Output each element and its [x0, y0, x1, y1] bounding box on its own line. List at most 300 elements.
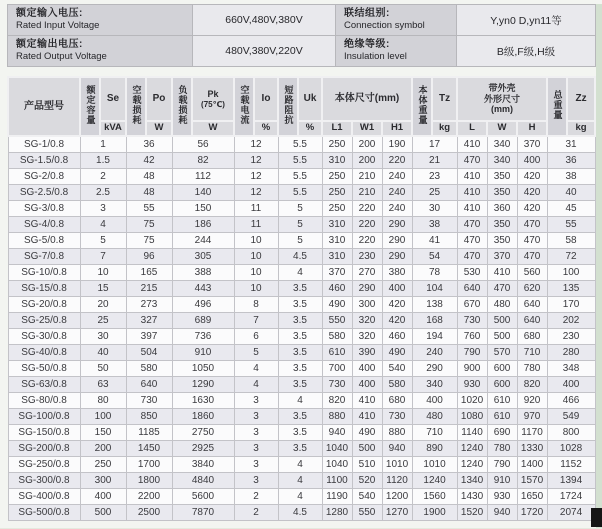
value-cell: 550: [322, 312, 352, 328]
value-cell: 640: [517, 312, 547, 328]
value-cell: 5.5: [278, 168, 322, 184]
table-row: [8, 424, 595, 440]
value-cell: 112: [172, 168, 234, 184]
value-cell: 1190: [322, 488, 352, 504]
value-cell: 75: [126, 232, 172, 248]
model-cell: SG-150/0.8: [8, 424, 80, 440]
value-cell: 3840: [172, 456, 234, 472]
value-cell: 36: [547, 152, 595, 168]
value-cell: 240: [382, 168, 412, 184]
value-cell: 400: [412, 392, 457, 408]
value-cell: 2200: [126, 488, 172, 504]
value-cell: 4: [80, 216, 126, 232]
value-cell: 310: [322, 152, 352, 168]
model-cell: SG-25/0.8: [8, 312, 80, 328]
value-cell: 780: [517, 360, 547, 376]
value-cell: 3.5: [278, 360, 322, 376]
value-cell: 11: [234, 200, 278, 216]
value-cell: 520: [352, 472, 382, 488]
value-cell: 240: [382, 200, 412, 216]
value-cell: 150: [80, 424, 126, 440]
table-row: [8, 504, 595, 520]
table-row: [8, 184, 595, 200]
value-cell: 310: [322, 248, 352, 264]
value-cell: 490: [382, 344, 412, 360]
value-cell: 4: [234, 360, 278, 376]
col-header-body-dims: 本体尺寸(mm): [322, 77, 412, 121]
model-cell: SG-63/0.8: [8, 376, 80, 392]
value-cell: 55: [126, 200, 172, 216]
value-cell: 470: [517, 216, 547, 232]
value-cell: 327: [126, 312, 172, 328]
table-row: [8, 152, 595, 168]
model-cell: SG-40/0.8: [8, 344, 80, 360]
value-cell: 305: [172, 248, 234, 264]
value-cell: 250: [322, 136, 352, 152]
value-cell: 800: [547, 424, 595, 440]
value-cell: 340: [487, 152, 517, 168]
value-cell: 1240: [412, 472, 457, 488]
unit-kva: kVA: [100, 121, 126, 136]
value-cell: 21: [412, 152, 457, 168]
value-cell: 780: [487, 440, 517, 456]
value-cell: 670: [457, 296, 487, 312]
value-cell: 3.5: [278, 440, 322, 456]
value-cell: 2.5: [80, 184, 126, 200]
value-cell: 200: [80, 440, 126, 456]
value-cell: 5: [234, 344, 278, 360]
value-cell: 790: [457, 344, 487, 360]
unit-zz-kg: kg: [567, 121, 595, 136]
value-cell: 3.5: [278, 280, 322, 296]
value-cell: 710: [412, 424, 457, 440]
value-cell: 4.5: [278, 248, 322, 264]
value-cell: 168: [412, 312, 457, 328]
value-cell: 1700: [126, 456, 172, 472]
value-cell: 1800: [126, 472, 172, 488]
info-row-2: [8, 36, 596, 67]
value-cell: 4: [278, 392, 322, 408]
value-cell: 680: [382, 392, 412, 408]
table-row: [8, 136, 595, 152]
value-cell: 820: [322, 392, 352, 408]
value-cell: 940: [487, 504, 517, 520]
value-cell: 570: [487, 344, 517, 360]
rated-output-voltage-label: [8, 36, 193, 67]
value-cell: 4: [278, 456, 322, 472]
model-cell: SG-80/0.8: [8, 392, 80, 408]
value-cell: 320: [352, 328, 382, 344]
value-cell: 4: [278, 472, 322, 488]
table-row: [8, 360, 595, 376]
value-cell: 4: [278, 488, 322, 504]
value-cell: 400: [352, 360, 382, 376]
value-cell: 220: [352, 200, 382, 216]
value-cell: 910: [172, 344, 234, 360]
value-cell: 230: [352, 248, 382, 264]
value-cell: 15: [80, 280, 126, 296]
table-row: [8, 296, 595, 312]
model-cell: SG-2.5/0.8: [8, 184, 80, 200]
value-cell: 410: [352, 392, 382, 408]
transformer-spec-table: [7, 76, 596, 521]
value-cell: 730: [322, 376, 352, 392]
col-header-zz: Zz: [567, 77, 595, 121]
value-cell: 600: [487, 376, 517, 392]
value-cell: 4: [278, 264, 322, 280]
col-header-se: Se: [100, 77, 126, 121]
value-cell: 6: [234, 328, 278, 344]
value-cell: 1630: [172, 392, 234, 408]
value-cell: 31: [547, 136, 595, 152]
value-cell: 150: [172, 200, 234, 216]
value-cell: 1280: [322, 504, 352, 520]
model-cell: SG-1/0.8: [8, 136, 80, 152]
model-cell: SG-400/0.8: [8, 488, 80, 504]
info-row-1: [8, 5, 596, 36]
value-cell: 400: [352, 376, 382, 392]
value-cell: 580: [382, 376, 412, 392]
value-cell: 880: [382, 424, 412, 440]
value-cell: 250: [322, 184, 352, 200]
value-cell: 730: [457, 312, 487, 328]
value-cell: 530: [457, 264, 487, 280]
value-cell: 3: [234, 424, 278, 440]
value-cell: 3.5: [278, 296, 322, 312]
value-cell: 25: [412, 184, 457, 200]
value-cell: 736: [172, 328, 234, 344]
value-cell: 420: [517, 184, 547, 200]
value-cell: 186: [172, 216, 234, 232]
value-cell: 240: [382, 184, 412, 200]
value-cell: 1010: [382, 456, 412, 472]
insulation-level-label-en: Insulation level: [344, 51, 407, 63]
value-cell: 400: [517, 152, 547, 168]
value-cell: 500: [487, 312, 517, 328]
value-cell: 104: [412, 280, 457, 296]
value-cell: 3: [234, 408, 278, 424]
model-cell: SG-5/0.8: [8, 232, 80, 248]
connection-symbol-value: Y,yn0 D,yn11等: [457, 5, 596, 36]
table-row: [8, 408, 595, 424]
value-cell: 10: [80, 264, 126, 280]
value-cell: 370: [487, 248, 517, 264]
value-cell: 930: [487, 488, 517, 504]
col-header-short-circuit-impedance: 短路阻抗: [278, 77, 298, 136]
value-cell: 54: [412, 248, 457, 264]
value-cell: 420: [382, 312, 412, 328]
value-cell: 397: [126, 328, 172, 344]
table-row: [8, 440, 595, 456]
value-cell: 500: [80, 504, 126, 520]
value-cell: 5: [278, 200, 322, 216]
value-cell: 760: [457, 328, 487, 344]
value-cell: 3.5: [278, 376, 322, 392]
connection-symbol-label-zh: 联结组别:: [344, 7, 390, 19]
value-cell: 4.5: [278, 504, 322, 520]
value-cell: 460: [322, 280, 352, 296]
value-cell: 420: [382, 296, 412, 312]
subcol-l: L: [457, 121, 487, 136]
value-cell: 20: [80, 296, 126, 312]
value-cell: 300: [80, 472, 126, 488]
col-header-total-weight: 总重量: [547, 77, 567, 136]
value-cell: 560: [517, 264, 547, 280]
value-cell: 350: [487, 168, 517, 184]
value-cell: 2074: [547, 504, 595, 520]
value-cell: 610: [487, 408, 517, 424]
value-cell: 48: [126, 184, 172, 200]
unit-uk-pct: %: [298, 121, 322, 136]
value-cell: 510: [352, 456, 382, 472]
value-cell: 290: [382, 232, 412, 248]
value-cell: 410: [487, 264, 517, 280]
value-cell: 5.5: [278, 136, 322, 152]
value-cell: 370: [517, 136, 547, 152]
value-cell: 210: [352, 184, 382, 200]
table-row: [8, 216, 595, 232]
insulation-level-value: B级,F级,H级: [457, 36, 596, 67]
value-cell: 1185: [126, 424, 172, 440]
value-cell: 348: [547, 360, 595, 376]
value-cell: 470: [487, 280, 517, 296]
value-cell: 200: [352, 152, 382, 168]
value-cell: 710: [517, 344, 547, 360]
value-cell: 58: [547, 232, 595, 248]
value-cell: 10: [234, 280, 278, 296]
value-cell: 2750: [172, 424, 234, 440]
value-cell: 1240: [457, 440, 487, 456]
value-cell: 3.5: [278, 408, 322, 424]
value-cell: 1170: [517, 424, 547, 440]
model-cell: SG-20/0.8: [8, 296, 80, 312]
table-row: [8, 488, 595, 504]
col-header-uk: Uk: [298, 77, 322, 121]
value-cell: 580: [126, 360, 172, 376]
value-cell: 63: [80, 376, 126, 392]
unit-tz-kg: kg: [432, 121, 457, 136]
subcol-w: W: [487, 121, 517, 136]
value-cell: 680: [517, 328, 547, 344]
value-cell: 689: [172, 312, 234, 328]
value-cell: 490: [322, 296, 352, 312]
value-cell: 7870: [172, 504, 234, 520]
model-cell: SG-4/0.8: [8, 216, 80, 232]
value-cell: 36: [126, 136, 172, 152]
unit-po-w: W: [146, 121, 172, 136]
value-cell: 1080: [457, 408, 487, 424]
col-header-tz: Tz: [432, 77, 457, 121]
value-cell: 410: [352, 408, 382, 424]
value-cell: 72: [547, 248, 595, 264]
col-header-pk: Pk (75℃): [192, 77, 234, 121]
value-cell: 25: [80, 312, 126, 328]
value-cell: 610: [487, 392, 517, 408]
rated-input-voltage-label-en: Rated Input Voltage: [16, 20, 100, 32]
table-row: [8, 328, 595, 344]
col-header-io: Io: [254, 77, 278, 121]
value-cell: 2: [234, 488, 278, 504]
value-cell: 170: [547, 296, 595, 312]
value-cell: 1: [80, 136, 126, 152]
rated-output-voltage-label-en: Rated Output Voltage: [16, 51, 107, 63]
value-cell: 1400: [517, 456, 547, 472]
value-cell: 3: [234, 472, 278, 488]
value-cell: 540: [352, 488, 382, 504]
value-cell: 910: [487, 472, 517, 488]
rated-output-voltage-label-zh: 额定输出电压:: [16, 38, 83, 50]
value-cell: 880: [322, 408, 352, 424]
value-cell: 41: [412, 232, 457, 248]
value-cell: 1240: [457, 456, 487, 472]
value-cell: 310: [322, 216, 352, 232]
rated-input-voltage-value: 660V,480V,380V: [193, 5, 336, 36]
value-cell: 1394: [547, 472, 595, 488]
value-cell: 900: [457, 360, 487, 376]
value-cell: 2500: [126, 504, 172, 520]
value-cell: 490: [352, 424, 382, 440]
value-cell: 290: [382, 248, 412, 264]
value-cell: 2: [80, 168, 126, 184]
table-row: [8, 248, 595, 264]
value-cell: 410: [457, 136, 487, 152]
value-cell: 82: [172, 152, 234, 168]
value-cell: 400: [382, 280, 412, 296]
model-cell: SG-1.5/0.8: [8, 152, 80, 168]
value-cell: 75: [126, 216, 172, 232]
value-cell: 1040: [322, 456, 352, 472]
connection-symbol-label: [336, 5, 457, 36]
value-cell: 640: [517, 296, 547, 312]
value-cell: 290: [382, 216, 412, 232]
value-cell: 23: [412, 168, 457, 184]
value-cell: 165: [126, 264, 172, 280]
table-row: [8, 344, 595, 360]
spec-table-body: [8, 136, 595, 520]
value-cell: 340: [487, 136, 517, 152]
value-cell: 480: [487, 296, 517, 312]
value-cell: 7: [234, 312, 278, 328]
value-cell: 466: [547, 392, 595, 408]
value-cell: 12: [234, 152, 278, 168]
value-cell: 400: [80, 488, 126, 504]
model-cell: SG-500/0.8: [8, 504, 80, 520]
col-header-po: Po: [146, 77, 172, 121]
corner-mark: [591, 508, 602, 527]
value-cell: 3: [234, 440, 278, 456]
value-cell: 410: [457, 184, 487, 200]
model-cell: SG-30/0.8: [8, 328, 80, 344]
model-cell: SG-200/0.8: [8, 440, 80, 456]
value-cell: 1720: [517, 504, 547, 520]
rated-input-voltage-label: [8, 5, 193, 36]
value-cell: 240: [412, 344, 457, 360]
value-cell: 250: [322, 200, 352, 216]
value-cell: 1430: [457, 488, 487, 504]
value-cell: 550: [352, 504, 382, 520]
value-cell: 5: [278, 216, 322, 232]
value-cell: 1040: [322, 440, 352, 456]
value-cell: 12: [234, 136, 278, 152]
value-cell: 280: [547, 344, 595, 360]
header-row-main: [8, 77, 595, 121]
page-edge-right: [596, 4, 602, 529]
value-cell: 270: [352, 264, 382, 280]
value-cell: 470: [517, 232, 547, 248]
value-cell: 940: [382, 440, 412, 456]
value-cell: 135: [547, 280, 595, 296]
value-cell: 11: [234, 216, 278, 232]
value-cell: 3.5: [278, 312, 322, 328]
value-cell: 1010: [412, 456, 457, 472]
connection-symbol-label-en: Connection symbol: [344, 20, 425, 32]
rated-voltage-info-table: [7, 4, 596, 67]
value-cell: 1570: [517, 472, 547, 488]
value-cell: 920: [517, 392, 547, 408]
rated-input-voltage-label-zh: 额定输入电压:: [16, 7, 83, 19]
value-cell: 320: [352, 312, 382, 328]
value-cell: 300: [352, 296, 382, 312]
table-row: [8, 376, 595, 392]
value-cell: 690: [487, 424, 517, 440]
value-cell: 244: [172, 232, 234, 248]
value-cell: 30: [412, 200, 457, 216]
unit-pk-w: W: [192, 121, 234, 136]
value-cell: 12: [234, 168, 278, 184]
value-cell: 1028: [547, 440, 595, 456]
value-cell: 100: [80, 408, 126, 424]
model-cell: SG-10/0.8: [8, 264, 80, 280]
col-header-no-load-loss: 空载损耗: [126, 77, 146, 136]
model-cell: SG-7/0.8: [8, 248, 80, 264]
value-cell: 850: [126, 408, 172, 424]
value-cell: 640: [457, 280, 487, 296]
value-cell: 215: [126, 280, 172, 296]
value-cell: 1.5: [80, 152, 126, 168]
value-cell: 790: [487, 456, 517, 472]
table-row: [8, 312, 595, 328]
value-cell: 370: [322, 264, 352, 280]
value-cell: 3: [80, 200, 126, 216]
col-header-no-load-current: 空载电流: [234, 77, 254, 136]
insulation-level-label: [336, 36, 457, 67]
model-cell: SG-2/0.8: [8, 168, 80, 184]
value-cell: 1140: [457, 424, 487, 440]
value-cell: 1450: [126, 440, 172, 456]
value-cell: 50: [80, 360, 126, 376]
value-cell: 17: [412, 136, 457, 152]
value-cell: 220: [352, 216, 382, 232]
value-cell: 3: [234, 456, 278, 472]
value-cell: 350: [487, 232, 517, 248]
table-row: [8, 232, 595, 248]
table-row: [8, 456, 595, 472]
value-cell: 40: [547, 184, 595, 200]
value-cell: 1120: [382, 472, 412, 488]
value-cell: 230: [547, 328, 595, 344]
value-cell: 470: [457, 248, 487, 264]
col-header-shell-dims: 带外壳 外形尺寸 (mm): [457, 77, 547, 121]
value-cell: 2: [234, 504, 278, 520]
value-cell: 12: [234, 184, 278, 200]
value-cell: 1650: [517, 488, 547, 504]
value-cell: 220: [382, 152, 412, 168]
value-cell: 1152: [547, 456, 595, 472]
value-cell: 78: [412, 264, 457, 280]
value-cell: 96: [126, 248, 172, 264]
value-cell: 1100: [322, 472, 352, 488]
value-cell: 388: [172, 264, 234, 280]
